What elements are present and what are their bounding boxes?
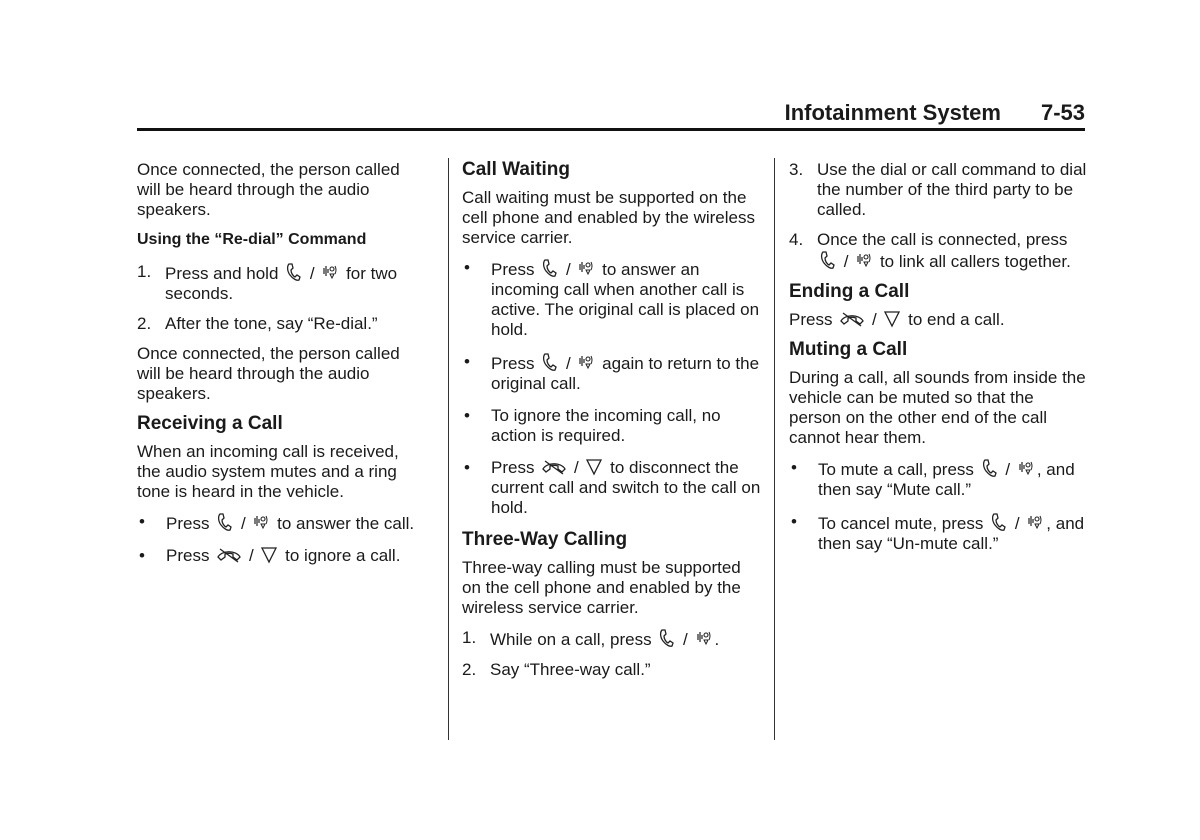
- column-1: [137, 160, 427, 578]
- phone-icon: [990, 512, 1008, 532]
- column-divider-2: [774, 158, 775, 740]
- paragraph: During a call, all sounds from inside the vehicle can be muted so that the person on the other end of the call cannot hear them.: [789, 368, 1086, 447]
- phone-icon: [541, 352, 559, 372]
- hang-up-icon: [839, 310, 865, 328]
- column-2: [462, 160, 762, 690]
- step-1: 1. Press and hold / for two seconds.: [137, 262, 398, 303]
- phone-icon: [541, 258, 559, 278]
- voice-icon: [1026, 512, 1044, 532]
- phone-icon: [981, 458, 999, 478]
- voice-icon: [695, 628, 713, 648]
- phone-icon: [819, 250, 837, 270]
- voice-icon: [577, 258, 595, 278]
- step-number: 1.: [462, 628, 477, 647]
- heading-three-way: Three-Way Calling: [462, 529, 628, 550]
- column-3: [789, 160, 1087, 566]
- list-item: • Press / to ignore a call.: [139, 546, 401, 565]
- heading-ending: Ending a Call: [789, 281, 910, 302]
- phone-icon: [285, 262, 303, 282]
- list-item: • Press / to answer the call.: [139, 512, 415, 533]
- bullet: •: [464, 352, 470, 371]
- step-number: 1.: [137, 262, 152, 281]
- paragraph: Once connected, the person called will be heard through the audio speakers.: [137, 344, 400, 403]
- paragraph: Three-way calling must be supported on the cell phone and enabled by the wireless service carrier.: [462, 558, 741, 617]
- heading-call-waiting: Call Waiting: [462, 159, 571, 180]
- step-3: 3. Use the dial or call command to dial the number of the third party to be called.: [789, 160, 1087, 219]
- paragraph: Once connected, the person called will be heard through the audio speakers.: [137, 160, 400, 219]
- voice-icon: [1017, 458, 1035, 478]
- subheading-redial: Using the “Re-dial” Command: [137, 231, 367, 248]
- paragraph: When an incoming call is received, the audio system mutes and a ring tone is heard in the vehicle.: [137, 442, 399, 501]
- bullet: •: [464, 406, 470, 425]
- voice-icon: [321, 262, 339, 282]
- heading-receiving: Receiving a Call: [137, 413, 283, 434]
- voice-icon: [252, 512, 270, 532]
- list-item: • To mute a call, press / , and then say “Mute call.”: [791, 458, 1075, 499]
- header-rule: [137, 128, 1085, 131]
- section-title: Infotainment System: [784, 100, 1001, 125]
- list-item: • To cancel mute, press / , and then say “Un-mute call.”: [791, 512, 1085, 553]
- heading-muting: Muting a Call: [789, 339, 908, 360]
- step-number: 3.: [789, 160, 804, 179]
- hang-up-icon: [216, 546, 242, 564]
- bullet: •: [464, 258, 470, 277]
- mute-triangle-icon: [883, 310, 901, 328]
- list-item: • Press / to answer an incoming call when another call is active. The original call is placed on hold.: [464, 258, 760, 339]
- page-number: 7-53: [1040, 100, 1085, 125]
- step-1: 1. While on a call, press / .: [462, 628, 720, 649]
- bullet: •: [139, 546, 145, 565]
- mute-triangle-icon: [585, 458, 603, 476]
- page-header: [137, 100, 1085, 128]
- step-number: 2.: [137, 314, 152, 333]
- step-2: 2. After the tone, say “Re-dial.”: [137, 314, 378, 333]
- paragraph: Press / to end a call.: [789, 310, 1005, 329]
- bullet: •: [139, 512, 145, 531]
- mute-triangle-icon: [260, 546, 278, 564]
- column-divider-1: [448, 158, 449, 740]
- bullet: •: [791, 512, 797, 531]
- bullet: •: [464, 458, 470, 477]
- step-number: 2.: [462, 660, 477, 679]
- list-item: • To ignore the incoming call, no action is required.: [464, 406, 721, 445]
- bullet: •: [791, 458, 797, 477]
- hang-up-icon: [541, 458, 567, 476]
- phone-icon: [216, 512, 234, 532]
- step-2: 2. Say “Three-way call.”: [462, 660, 651, 679]
- paragraph: Call waiting must be supported on the cell phone and enabled by the wireless service carrier.: [462, 188, 755, 247]
- phone-icon: [658, 628, 676, 648]
- step-number: 4.: [789, 230, 804, 249]
- list-item: • Press / again to return to the original call.: [464, 352, 760, 393]
- voice-icon: [577, 352, 595, 372]
- list-item: • Press / to disconnect the current call and switch to the call on hold.: [464, 458, 761, 517]
- step-4: 4. Once the call is connected, press / to link all callers together.: [789, 230, 1071, 271]
- voice-icon: [855, 250, 873, 270]
